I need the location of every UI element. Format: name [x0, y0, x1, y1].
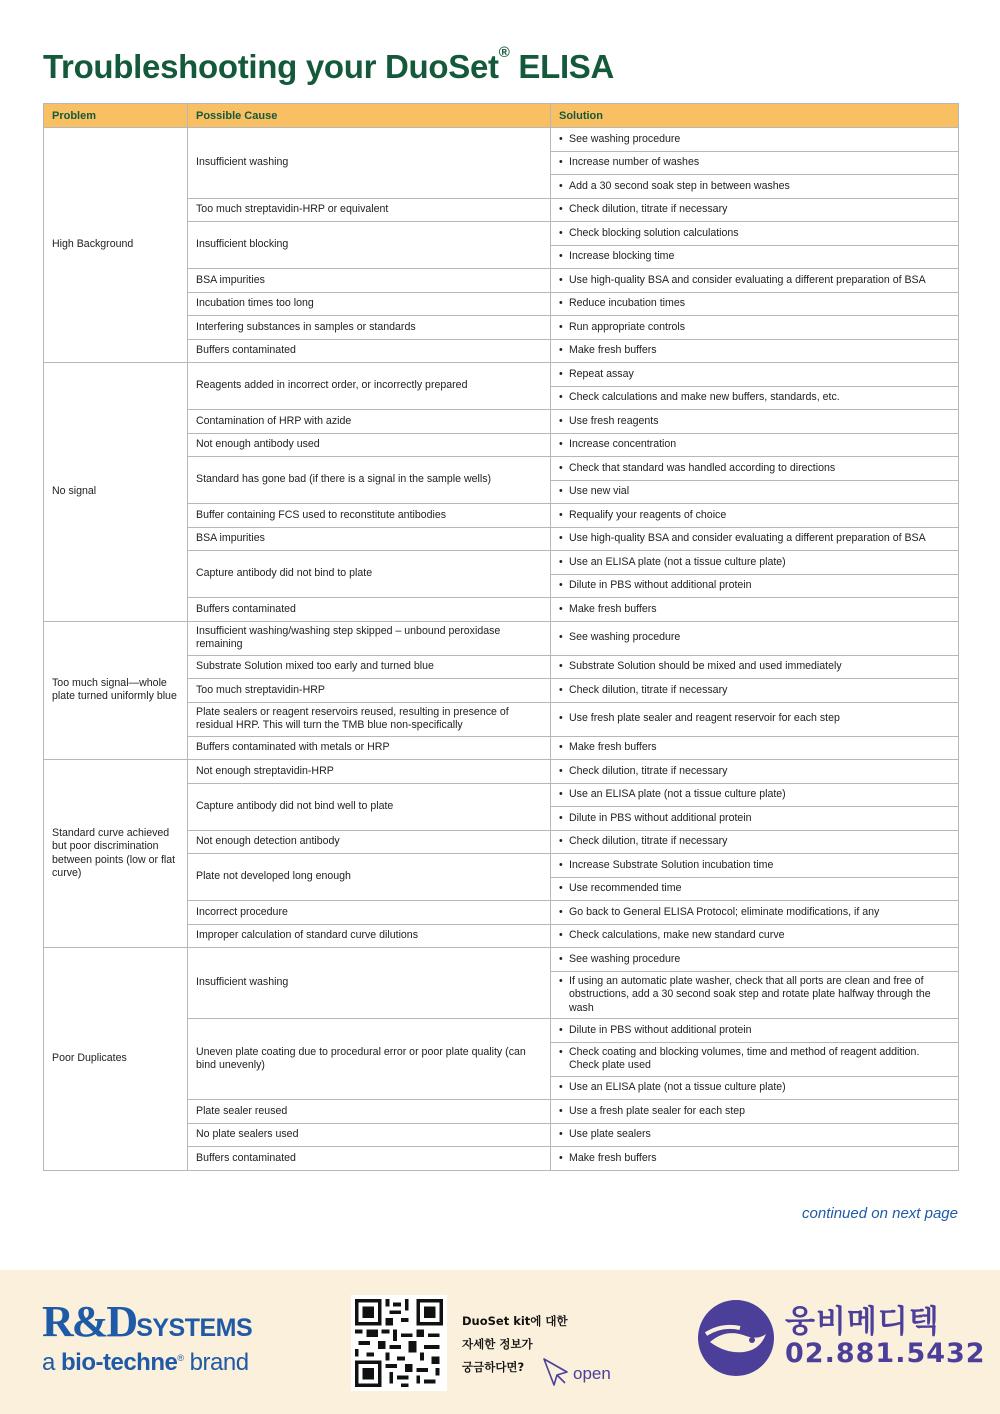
- cause-cell: Buffers contaminated: [188, 339, 551, 363]
- cause-cell: Plate sealers or reagent reservoirs reused, resulting in presence of residual HRP. This will turn the TMB blue non-specifically: [188, 702, 551, 736]
- cause-cell: Not enough antibody used: [188, 433, 551, 457]
- cause-cell: BSA impurities: [188, 527, 551, 551]
- cause-cell: Too much streptavidin-HRP: [188, 679, 551, 703]
- solution-cell: • Check dilution, titrate if necessary: [551, 760, 959, 784]
- solution-cell: • Go back to General ELISA Protocol; eliminate modifications, if any: [551, 901, 959, 925]
- cause-cell: Insufficient blocking: [188, 222, 551, 269]
- cause-cell: Capture antibody did not bind to plate: [188, 551, 551, 598]
- solution-cell: • Check coating and blocking volumes, time and method of reagent addition. Check plate used: [551, 1042, 959, 1076]
- problem-cell: Too much signal—whole plate turned uniformly blue: [44, 621, 188, 760]
- solution-cell: • See washing procedure: [551, 621, 959, 655]
- solution-cell: • Dilute in PBS without additional protein: [551, 574, 959, 598]
- cause-cell: Substrate Solution mixed too early and turned blue: [188, 655, 551, 679]
- solution-cell: • Check that standard was handled according to directions: [551, 457, 959, 481]
- cause-cell: Too much streptavidin-HRP or equivalent: [188, 198, 551, 222]
- cause-cell: Reagents added in incorrect order, or incorrectly prepared: [188, 363, 551, 410]
- solution-cell: • Add a 30 second soak step in between washes: [551, 175, 959, 199]
- solution-cell: • Check dilution, titrate if necessary: [551, 198, 959, 222]
- troubleshooting-table: [43, 103, 959, 1171]
- cause-cell: Plate sealer reused: [188, 1100, 551, 1124]
- table-row: [44, 948, 959, 972]
- cause-cell: Plate not developed long enough: [188, 854, 551, 901]
- company-phone: 02.881.5432: [785, 1338, 986, 1369]
- solution-cell: • Use fresh plate sealer and reagent reservoir for each step: [551, 702, 959, 736]
- solution-cell: • Check dilution, titrate if necessary: [551, 679, 959, 703]
- solution-cell: • Dilute in PBS without additional protein: [551, 1019, 959, 1043]
- solution-cell: • Check calculations, make new standard curve: [551, 924, 959, 948]
- solution-cell: • Make fresh buffers: [551, 598, 959, 622]
- header-problem: Problem: [44, 104, 188, 128]
- company-name: 웅비메디텍: [785, 1304, 940, 1340]
- solution-cell: • Increase Substrate Solution incubation time: [551, 854, 959, 878]
- solution-cell: • See washing procedure: [551, 128, 959, 152]
- table-header-row: [44, 104, 959, 128]
- solution-cell: • Repeat assay: [551, 363, 959, 387]
- solution-cell: • Use new vial: [551, 480, 959, 504]
- cursor-arrow-icon: [540, 1355, 576, 1391]
- solution-cell: • Use an ELISA plate (not a tissue culture plate): [551, 1076, 959, 1100]
- cause-cell: Insufficient washing/washing step skipped – unbound peroxidase remaining: [188, 621, 551, 655]
- woongbi-logo-icon: [696, 1298, 776, 1378]
- rnd-systems-logo: R&DSYSTEMS a bio-techne® brand: [42, 1297, 253, 1376]
- cause-cell: Buffers contaminated with metals or HRP: [188, 736, 551, 760]
- problem-cell: High Background: [44, 128, 188, 363]
- open-link[interactable]: open: [573, 1364, 611, 1383]
- cause-cell: Insufficient washing: [188, 948, 551, 1019]
- solution-cell: • Increase blocking time: [551, 245, 959, 269]
- solution-cell: • Make fresh buffers: [551, 736, 959, 760]
- cause-cell: Insufficient washing: [188, 128, 551, 199]
- table-row: [44, 128, 959, 152]
- cause-cell: Incorrect procedure: [188, 901, 551, 925]
- solution-cell: • Use fresh reagents: [551, 410, 959, 434]
- cause-cell: Not enough detection antibody: [188, 830, 551, 854]
- solution-cell: • See washing procedure: [551, 948, 959, 972]
- solution-cell: • Make fresh buffers: [551, 339, 959, 363]
- solution-cell: • Use high-quality BSA and consider evaluating a different preparation of BSA: [551, 527, 959, 551]
- page-title: Troubleshooting your DuoSet® ELISA: [43, 44, 615, 85]
- header-cause: Possible Cause: [188, 104, 551, 128]
- cause-cell: BSA impurities: [188, 269, 551, 293]
- cause-cell: Buffers contaminated: [188, 1147, 551, 1171]
- solution-cell: • Use high-quality BSA and consider evaluating a different preparation of BSA: [551, 269, 959, 293]
- solution-cell: • Make fresh buffers: [551, 1147, 959, 1171]
- cause-cell: Not enough streptavidin-HRP: [188, 760, 551, 784]
- continued-note: continued on next page: [802, 1205, 958, 1222]
- cause-cell: Contamination of HRP with azide: [188, 410, 551, 434]
- header-solution: Solution: [551, 104, 959, 128]
- solution-cell: • Dilute in PBS without additional protein: [551, 807, 959, 831]
- solution-cell: • Use recommended time: [551, 877, 959, 901]
- cause-cell: Buffers contaminated: [188, 598, 551, 622]
- solution-cell: • Check calculations and make new buffers, standards, etc.: [551, 386, 959, 410]
- registered-mark: ®: [498, 44, 510, 61]
- problem-cell: Standard curve achieved but poor discrimination between points (low or flat curve): [44, 760, 188, 948]
- solution-cell: • Requalify your reagents of choice: [551, 504, 959, 528]
- qr-code-icon[interactable]: [351, 1295, 447, 1391]
- cause-cell: Incubation times too long: [188, 292, 551, 316]
- solution-cell: • Use an ELISA plate (not a tissue culture plate): [551, 551, 959, 575]
- cause-cell: Interfering substances in samples or standards: [188, 316, 551, 340]
- table-row: [44, 363, 959, 387]
- problem-cell: No signal: [44, 363, 188, 622]
- solution-cell: • Run appropriate controls: [551, 316, 959, 340]
- solution-cell: • Substrate Solution should be mixed and used immediately: [551, 655, 959, 679]
- problem-cell: Poor Duplicates: [44, 948, 188, 1171]
- solution-cell: • Check blocking solution calculations: [551, 222, 959, 246]
- table-row: [44, 760, 959, 784]
- cause-cell: Buffer containing FCS used to reconstitute antibodies: [188, 504, 551, 528]
- solution-cell: • Reduce incubation times: [551, 292, 959, 316]
- cause-cell: Standard has gone bad (if there is a signal in the sample wells): [188, 457, 551, 504]
- solution-cell: • Increase number of washes: [551, 151, 959, 175]
- qr-caption: DuoSet kit에 대한 자세한 정보가 궁금하다면?: [462, 1314, 568, 1374]
- solution-cell: • Use an ELISA plate (not a tissue culture plate): [551, 783, 959, 807]
- table-row: [44, 621, 959, 655]
- solution-cell: • Use plate sealers: [551, 1123, 959, 1147]
- cause-cell: No plate sealers used: [188, 1123, 551, 1147]
- cause-cell: Uneven plate coating due to procedural error or poor plate quality (can bind unevenly): [188, 1019, 551, 1100]
- solution-cell: • Use a fresh plate sealer for each step: [551, 1100, 959, 1124]
- solution-cell: • Check dilution, titrate if necessary: [551, 830, 959, 854]
- footer-banner: [0, 1270, 1000, 1414]
- cause-cell: Improper calculation of standard curve dilutions: [188, 924, 551, 948]
- cause-cell: Capture antibody did not bind well to plate: [188, 783, 551, 830]
- solution-cell: • Increase concentration: [551, 433, 959, 457]
- solution-cell: • If using an automatic plate washer, check that all ports are clean and free of obstructions, add a 30 second soak step and rotate plate halfway through the wash: [551, 971, 959, 1019]
